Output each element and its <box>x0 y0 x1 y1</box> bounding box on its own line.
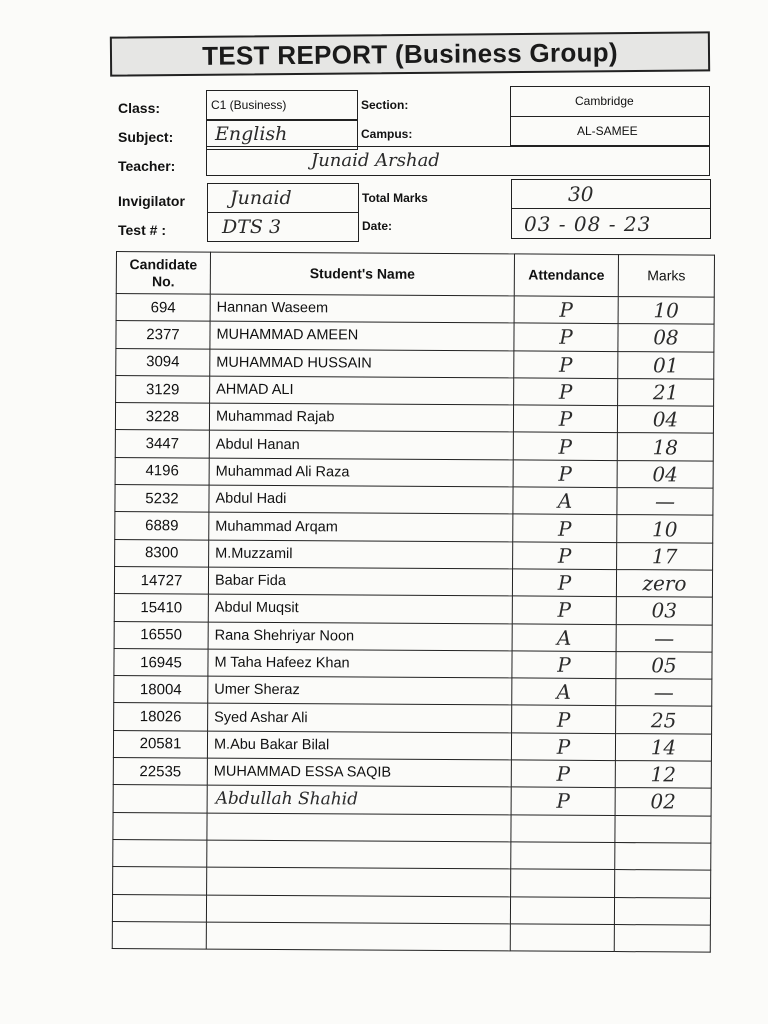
marks-cell: 04 <box>617 460 713 488</box>
student-name-cell: MUHAMMAD ESSA SAQIB <box>207 758 511 787</box>
candidate-number-cell: 8300 <box>115 539 209 567</box>
attendance-cell <box>510 924 614 952</box>
student-name-cell: Umer Sheraz <box>208 676 512 705</box>
attendance-cell: P <box>513 542 617 570</box>
table-row <box>115 485 713 516</box>
attendance-cell: P <box>512 651 616 679</box>
attendance-cell: P <box>513 460 617 488</box>
table-row <box>115 457 713 488</box>
column-header-student-name: Student's Name <box>210 252 514 296</box>
attendance-cell: P <box>512 569 616 597</box>
attendance-cell: P <box>513 514 617 542</box>
marks-cell: 18 <box>617 433 713 461</box>
total-marks-value: 30 <box>568 182 594 206</box>
table-row <box>114 566 712 597</box>
teacher-label: Teacher: <box>118 158 176 174</box>
invigilator-value: Junaid <box>230 187 292 209</box>
table-row <box>114 648 712 679</box>
marks-cell: 14 <box>615 733 711 761</box>
student-name-cell: Muhammad Arqam <box>209 512 513 541</box>
marks-cell: 02 <box>615 788 711 816</box>
total-marks-box <box>511 179 711 209</box>
marks-cell: 08 <box>618 324 714 352</box>
candidate-number-cell: 5232 <box>115 485 209 513</box>
attendance-cell: P <box>513 432 617 460</box>
attendance-cell: P <box>514 296 618 324</box>
student-name-cell: Rana Shehriyar Noon <box>208 622 512 651</box>
candidate-number-cell: 18026 <box>114 703 208 731</box>
candidate-number-cell: 20581 <box>113 730 207 758</box>
candidate-number-cell: 22535 <box>113 758 207 786</box>
marks-cell: zero <box>616 570 712 598</box>
campus-label: Campus: <box>361 127 413 141</box>
student-name-cell: Abdullah Shahid <box>207 785 511 814</box>
student-name-cell: M.Muzzamil <box>209 540 513 569</box>
invigilator-label: Invigilator <box>118 193 185 209</box>
marks-cell: 10 <box>618 297 714 325</box>
student-name-cell <box>207 867 511 896</box>
candidate-number-cell: 3447 <box>115 430 209 458</box>
test-number-box <box>207 212 359 242</box>
table-body <box>112 294 714 953</box>
table-row <box>114 676 712 707</box>
attendance-cell: A <box>513 487 617 515</box>
attendance-cell: P <box>512 705 616 733</box>
candidate-number-cell: 15410 <box>114 594 208 622</box>
student-name-cell: Muhammad Rajab <box>209 403 513 432</box>
class-value: C1 (Business) <box>211 98 287 112</box>
student-name-cell <box>207 813 511 842</box>
section-label: Section: <box>361 98 409 112</box>
attendance-cell <box>511 815 615 843</box>
table-row <box>112 894 710 925</box>
marks-cell: 21 <box>618 378 714 406</box>
table-row <box>112 921 710 952</box>
table-row <box>114 594 712 625</box>
attendance-cell: P <box>511 787 615 815</box>
candidate-number-cell <box>113 785 207 813</box>
title-banner <box>110 31 710 76</box>
student-name-cell: Hannan Waseem <box>210 294 514 323</box>
candidate-number-cell: 16945 <box>114 648 208 676</box>
section-box <box>510 86 710 117</box>
table-row <box>113 812 711 843</box>
page-title: TEST REPORT (Business Group) <box>201 36 619 71</box>
candidate-number-cell: 16550 <box>114 621 208 649</box>
attendance-cell: A <box>512 678 616 706</box>
table-row <box>115 403 713 434</box>
table-row <box>113 867 711 898</box>
table-row <box>116 375 714 406</box>
section-value: Cambridge <box>575 94 634 108</box>
class-box <box>206 90 358 120</box>
marks-cell: — <box>617 488 713 516</box>
table-row <box>115 430 713 461</box>
marks-cell <box>615 815 711 843</box>
student-name-cell: Abdul Hadi <box>209 485 513 514</box>
table-row <box>116 348 714 379</box>
column-header-candidate-no: Candidate No. <box>116 252 210 295</box>
attendance-cell: P <box>514 378 618 406</box>
subject-value: English <box>215 123 288 145</box>
table-row <box>113 839 711 870</box>
column-header-attendance: Attendance <box>514 254 618 297</box>
candidate-number-cell: 3094 <box>116 348 210 376</box>
student-name-cell: Syed Ashar Ali <box>208 704 512 733</box>
attendance-cell: P <box>514 351 618 379</box>
table-header-row <box>116 252 714 298</box>
attendance-cell: P <box>511 733 615 761</box>
table-row <box>115 539 713 570</box>
table-row <box>115 512 713 543</box>
test-number-label: Test # : <box>118 222 166 238</box>
student-name-cell <box>206 895 510 924</box>
candidate-number-cell: 3129 <box>116 375 210 403</box>
candidate-number-cell: 18004 <box>114 676 208 704</box>
student-name-cell: MUHAMMAD HUSSAIN <box>210 349 514 378</box>
campus-box <box>510 116 710 146</box>
attendance-cell <box>511 842 615 870</box>
student-name-cell: Abdul Hanan <box>209 431 513 460</box>
marks-cell: 04 <box>617 406 713 434</box>
campus-value: AL-SAMEE <box>577 124 638 138</box>
teacher-value: Junaid Arshad <box>311 150 440 171</box>
student-name-cell <box>207 840 511 869</box>
table-row <box>113 730 711 761</box>
marks-cell <box>614 924 710 952</box>
marks-cell: — <box>616 679 712 707</box>
student-name-cell <box>206 922 510 951</box>
attendance-cell: A <box>512 623 616 651</box>
date-box <box>511 208 711 239</box>
marks-cell <box>615 842 711 870</box>
class-label: Class: <box>118 100 161 116</box>
invigilator-box <box>207 183 359 213</box>
candidate-number-cell: 694 <box>116 294 210 322</box>
attendance-cell: P <box>514 323 618 351</box>
table-row <box>114 703 712 734</box>
marks-cell: 05 <box>616 651 712 679</box>
attendance-cell: P <box>513 405 617 433</box>
subject-label: Subject: <box>118 129 174 145</box>
student-name-cell: M Taha Hafeez Khan <box>208 649 512 678</box>
candidate-number-cell <box>113 867 207 895</box>
candidate-number-cell <box>113 839 207 867</box>
attendance-cell <box>511 869 615 897</box>
attendance-cell: P <box>511 760 615 788</box>
date-label: Date: <box>362 219 393 233</box>
marks-cell: 10 <box>617 515 713 543</box>
date-value: 03 - 08 - 23 <box>524 212 652 236</box>
candidate-number-cell: 14727 <box>114 566 208 594</box>
table-row <box>116 294 714 325</box>
candidate-number-cell: 6889 <box>115 512 209 540</box>
marks-cell: 12 <box>615 761 711 789</box>
student-name-cell: Babar Fida <box>208 567 512 596</box>
marks-table <box>112 251 715 953</box>
attendance-cell <box>510 896 614 924</box>
marks-cell <box>614 897 710 925</box>
marks-cell: 25 <box>616 706 712 734</box>
marks-cell: 03 <box>616 597 712 625</box>
table-row <box>113 758 711 789</box>
student-name-cell: MUHAMMAD AMEEN <box>210 321 514 350</box>
marks-cell: 17 <box>617 542 713 570</box>
column-header-marks: Marks <box>618 255 714 298</box>
candidate-number-cell: 2377 <box>116 321 210 349</box>
candidate-number-cell <box>112 921 206 949</box>
candidate-number-cell <box>112 894 206 922</box>
student-name-cell: Muhammad Ali Raza <box>209 458 513 487</box>
table-row <box>113 785 711 816</box>
marks-cell: — <box>616 624 712 652</box>
marks-cell <box>615 870 711 898</box>
test-number-value: DTS 3 <box>222 216 282 238</box>
table-row <box>114 621 712 652</box>
attendance-cell: P <box>512 596 616 624</box>
candidate-number-cell <box>113 812 207 840</box>
marks-cell: 01 <box>618 351 714 379</box>
student-name-cell: Abdul Muqsit <box>208 594 512 623</box>
candidate-number-cell: 4196 <box>115 457 209 485</box>
total-marks-label: Total Marks <box>362 191 428 205</box>
student-name-cell: M.Abu Bakar Bilal <box>207 731 511 760</box>
candidate-number-cell: 3228 <box>115 403 209 431</box>
teacher-box <box>206 146 710 176</box>
student-name-cell: AHMAD ALI <box>210 376 514 405</box>
table-row <box>116 321 714 352</box>
